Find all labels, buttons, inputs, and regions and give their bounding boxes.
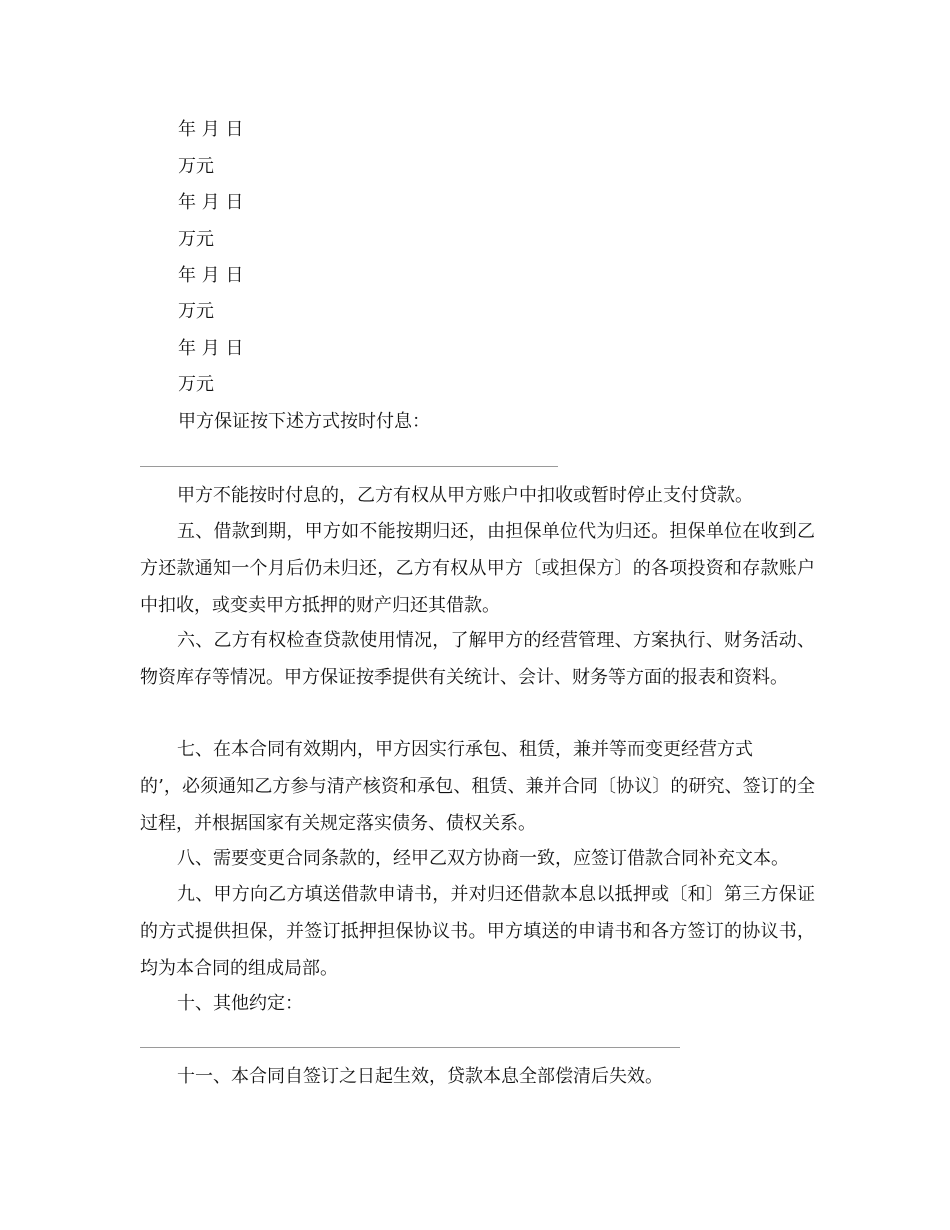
- interest-method-intro: 甲方保证按下述方式按时付息：: [178, 411, 430, 432]
- schedule-amount-4: 万元: [178, 374, 214, 395]
- clause-10: 十、其他约定：: [177, 993, 303, 1014]
- clause-6: 六、乙方有权检查贷款使用情况，了解甲方的经营管理、方案执行、财务活动、物资库存等情况。甲方保证按季提供有关统计、会计、财务等方面的报表和资料。: [140, 630, 815, 688]
- schedule-date-2: 年 月 日: [178, 192, 244, 213]
- interest-default-clause: 甲方不能按时付息的，乙方有权从甲方账户中扣收或暂时停止支付贷款。: [177, 485, 753, 506]
- clause-5: 五、借款到期，甲方如不能按期归还，由担保单位代为归还。担保单位在收到乙方还款通知一个月后仍未归还，乙方有权从甲方〔或担保方〕的各项投资和存款账户中扣收，或变卖甲方抵押的财产归还其借款。: [140, 521, 815, 616]
- fill-in-line: [140, 1047, 680, 1048]
- schedule-amount-3: 万元: [178, 301, 214, 322]
- clause-7: [140, 731, 815, 842]
- clause-7-first-line: 七、在本合同有效期内，甲方因实行承包、租赁，兼并等而变更经营方式: [177, 739, 753, 760]
- schedule-date-1: 年 月 日: [178, 119, 244, 140]
- clause-9: 九、甲方向乙方填送借款申请书，并对归还借款本息以抵押或〔和〕第三方保证的方式提供担保，并签订抵押担保协议书。甲方填送的申请书和各方签订的协议书，均为本合同的组成局部。: [140, 884, 815, 979]
- clause-8: 八、需要变更合同条款的，经甲乙双方协商一致，应签订借款合同补充文本。: [177, 848, 789, 869]
- schedule-amount-1: 万元: [178, 156, 214, 177]
- fill-in-line: [140, 466, 558, 467]
- clause-11: 十一、本合同自签订之日起生效，贷款本息全部偿清后失效。: [177, 1066, 663, 1087]
- clause-7-rest: 的’，必须通知乙方参与清产核资和承包、租赁、兼并合同〔协议〕的研究、签订的全过程，并根据国家有关规定落实债务、债权关系。: [140, 776, 815, 834]
- schedule-amount-2: 万元: [178, 229, 214, 250]
- schedule-date-3: 年 月 日: [178, 265, 244, 286]
- schedule-date-4: 年 月 日: [178, 338, 244, 359]
